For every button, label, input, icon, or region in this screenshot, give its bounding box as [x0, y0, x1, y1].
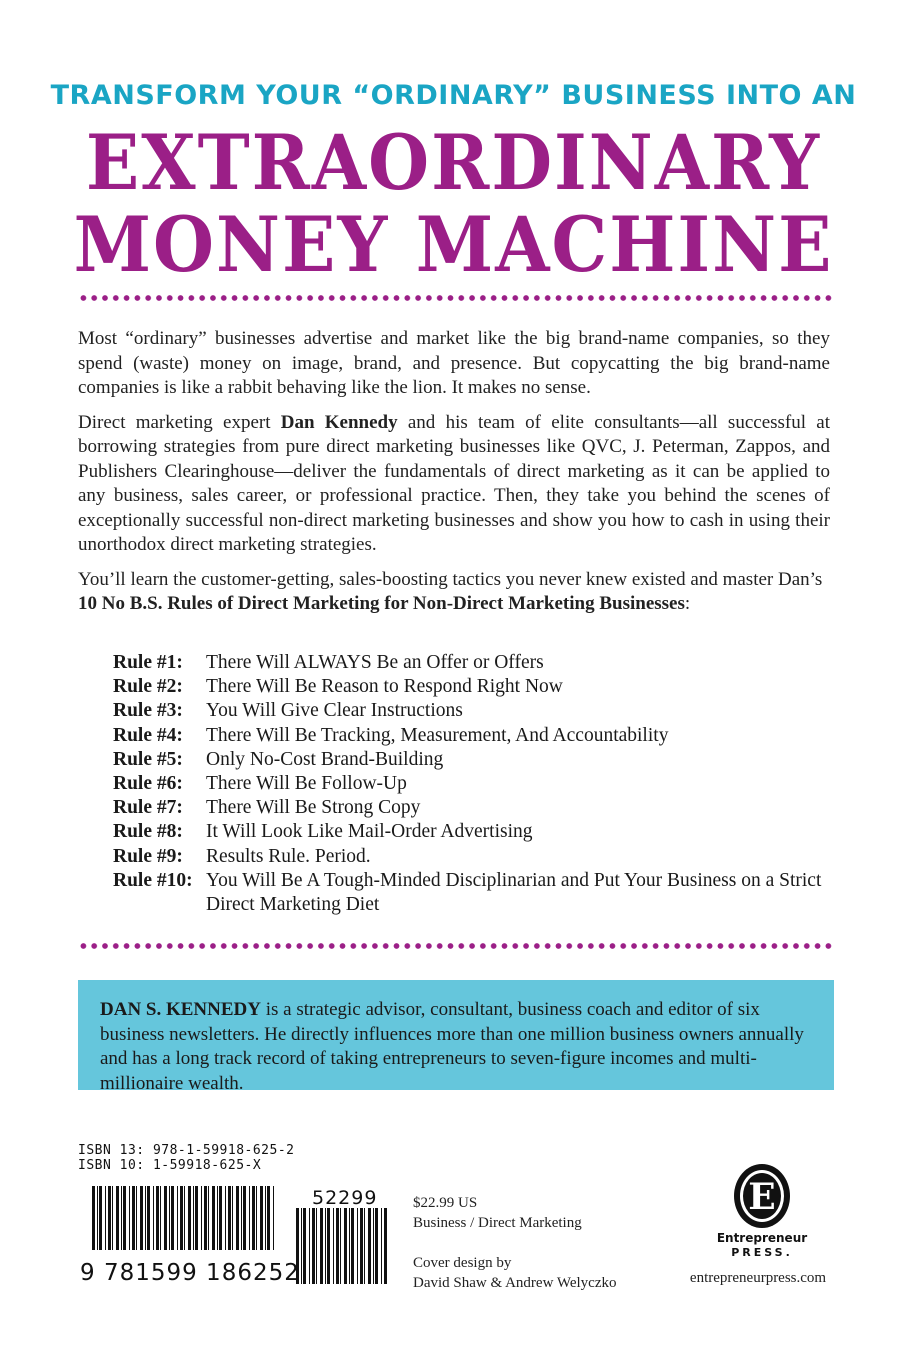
rule-row — [113, 699, 833, 723]
intro-paragraph-2: Direct marketing expert Dan Kennedy and his team of elite consultants—all successful at borrowing strategies from pure direct marketing businesses like QVC, J. Peterman, Zappos, and Publishers Clearinghouse—deliver the fundamentals of direct marketing as it can be applied to any business, sales career, or professional practice. Then, they take you behind the scenes of exceptionally successful non-direct marketing businesses and show you how to cash in using their unorthodox direct marketing strategies. — [78, 411, 830, 555]
cover-credit — [413, 1253, 616, 1293]
dotted-divider-bottom — [78, 942, 834, 950]
kicker-line: TRANSFORM YOUR “ORDINARY” BUSINESS INTO AN — [50, 80, 857, 111]
rule-label: Rule #8: — [113, 821, 183, 843]
author-bio: DAN S. KENNEDY is a strategic advisor, consultant, business coach and editor of six business newsletters. He directly influences more than one million business owners annually and has a long track record of taking entrepreneurs to seven-figure incomes and multi-millionaire wealth. — [100, 999, 804, 1094]
rule-label: Rule #4: — [113, 724, 183, 746]
rule-row — [113, 845, 833, 869]
rules-list — [113, 651, 833, 917]
isbn-10: ISBN 10: 1-59918-625-X — [78, 1158, 262, 1173]
price: $22.99 US — [413, 1195, 478, 1211]
rule-row — [113, 724, 833, 748]
rule-row — [113, 869, 833, 917]
rule-label: Rule #10: — [113, 869, 193, 891]
rule-row — [113, 820, 833, 844]
logo-letter: E — [748, 1176, 776, 1218]
price-block — [413, 1193, 582, 1233]
rule-label: Rule #6: — [113, 773, 183, 795]
dotted-divider-top — [78, 294, 834, 302]
rule-text: There Will Be Tracking, Measurement, And Accountability — [206, 724, 669, 746]
rule-row — [113, 651, 833, 675]
rules-title: 10 No B.S. Rules of Direct Marketing for Non-Direct Marketing Businesses — [78, 593, 685, 614]
barcode — [78, 1186, 390, 1284]
rule-row — [113, 748, 833, 772]
headline-line-1: EXTRAORDINARY — [85, 117, 822, 208]
publisher-logo-icon — [733, 1163, 791, 1229]
intro-paragraph-3: You’ll learn the customer-getting, sales-boosting tactics you never knew existed and master Dan’s 10 No B.S. Rules of Direct Marketing for Non-Direct Marketing Businesses: — [78, 568, 823, 614]
rule-text: It Will Look Like Mail-Order Advertising — [206, 821, 533, 843]
rule-text: Results Rule. Period. — [206, 845, 371, 867]
publisher-website[interactable]: entrepreneurpress.com — [689, 1270, 827, 1286]
rule-label: Rule #5: — [113, 748, 183, 770]
rule-text: You Will Give Clear Instructions — [206, 700, 463, 722]
rule-text: There Will Be Follow-Up — [206, 773, 407, 795]
headline — [0, 117, 907, 290]
rule-text: There Will Be Strong Copy — [206, 797, 421, 819]
rule-row — [113, 796, 833, 820]
rule-text: Only No-Cost Brand-Building — [206, 748, 444, 770]
rule-label: Rule #2: — [113, 676, 183, 698]
barcode-number: 9 781599 186252 — [80, 1260, 300, 1284]
isbn-block — [78, 1143, 295, 1173]
intro-paragraph-1: Most “ordinary” businesses advertise and market like the big brand-name companies, so they spend (waste) money on image, brand, and presence. But copycatting the big brand-name companies is like a rabbit behaving like the lion. It makes no sense. — [78, 328, 830, 398]
rule-label: Rule #9: — [113, 845, 183, 867]
rule-label: Rule #1: — [113, 652, 183, 673]
category: Business / Direct Marketing — [413, 1215, 582, 1231]
author-name-inline: Dan Kennedy — [280, 411, 398, 433]
author-bio-box — [78, 980, 834, 1094]
rule-text: You Will Be A Tough-Minded Disciplinarian and Put Your Business on a Strict Direct Marketing Diet — [206, 869, 822, 916]
rule-label: Rule #3: — [113, 700, 183, 722]
publisher-name: Entrepreneur — [716, 1231, 808, 1245]
credit-line-1: Cover design by — [413, 1255, 512, 1271]
rule-text: There Will Be Reason to Respond Right Now — [206, 676, 563, 698]
author-name: DAN S. KENNEDY — [100, 999, 261, 1020]
rule-row — [113, 772, 833, 796]
rule-row — [113, 675, 833, 699]
isbn-13: ISBN 13: 978-1-59918-625-2 — [78, 1143, 295, 1158]
description — [78, 327, 830, 627]
rule-text: There Will ALWAYS Be an Offer or Offers — [206, 652, 544, 673]
barcode-addon-number: 52299 — [312, 1187, 378, 1209]
headline-line-2: MONEY MACHINE — [73, 199, 834, 290]
rule-label: Rule #7: — [113, 797, 183, 819]
publisher-press: PRESS. — [731, 1246, 793, 1259]
credit-line-2: David Shaw & Andrew Welyczko — [413, 1275, 617, 1291]
